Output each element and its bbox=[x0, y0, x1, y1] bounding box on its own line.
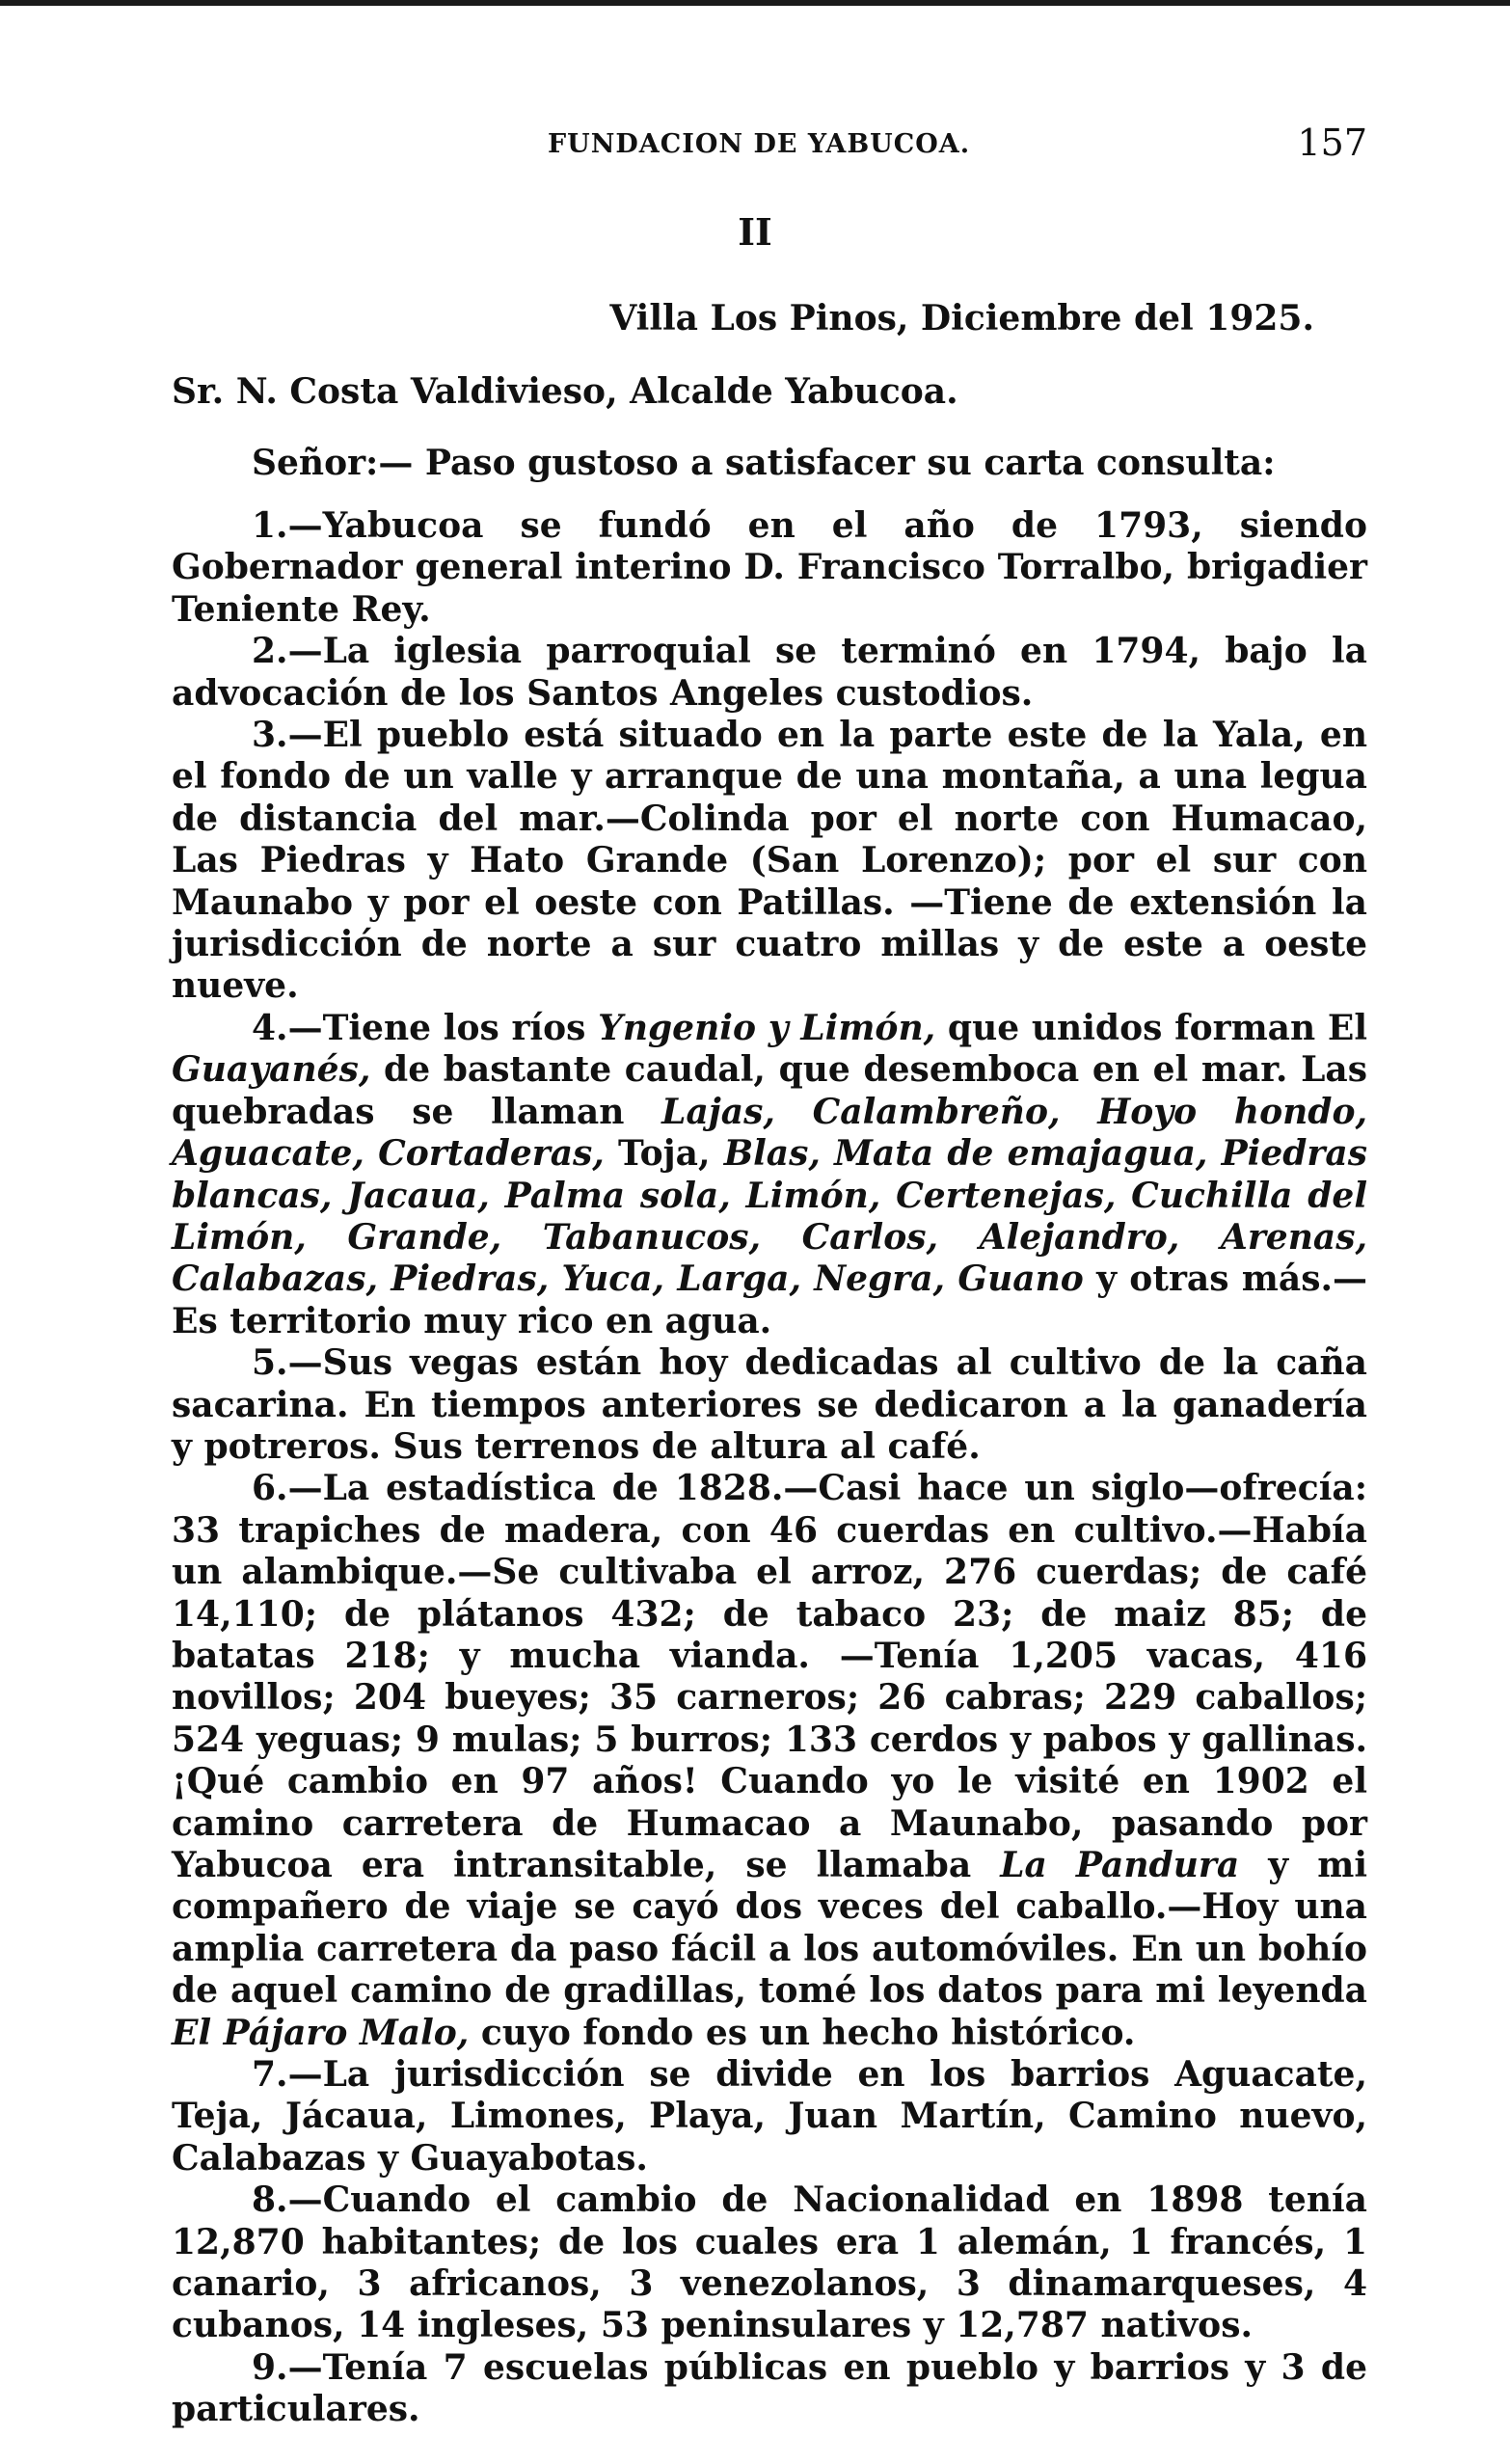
letter-item-1 bbox=[172, 505, 1367, 631]
item-text: de bastante caudal, que desemboca en el mar. Las quebradas se llaman bbox=[172, 1049, 1367, 1132]
item-text: 1.—Yabucoa se fundó en el año de 1793, siendo Gobernador general interino D. Francisco Torralbo, brigadier Teniente Rey. bbox=[172, 505, 1367, 630]
letter-item-7 bbox=[172, 2054, 1367, 2180]
italic-place-names: Blas, Mata de emajagua, Piedras blancas, Jacaua, Palma sola, Limón, Certenejas, Cuchilla del Limón, Grande, Tabanucos, Carlos, Alejandro, Arenas, Calabazas, Piedras, Yuca, Larga, Negra, Guano bbox=[172, 1133, 1367, 1300]
page-number: 157 bbox=[1297, 122, 1367, 164]
italic-place-names: Guayanés, bbox=[172, 1049, 371, 1091]
book-page bbox=[172, 116, 1367, 2431]
item-text: Toja, bbox=[604, 1133, 724, 1175]
running-head bbox=[172, 116, 1367, 166]
letter-item-5 bbox=[172, 1342, 1367, 1468]
item-text: y mi compañero de viaje se cayó dos veces del caballo.—Hoy una amplia carretera da paso fácil a los automóviles. En un bohío de aquel camino de gradillas, tomé los datos para mi leyenda bbox=[172, 1845, 1367, 2012]
item-text: 7.—La jurisdicción se divide en los barrios Aguacate, Teja, Jácaua, Limones, Playa, Juan Martín, Camino nuevo, Calabazas y Guayabotas. bbox=[172, 2054, 1367, 2179]
letter-item-3 bbox=[172, 715, 1367, 1008]
section-number: II bbox=[738, 210, 772, 254]
item-text: 9.—Tenía 7 escuelas públicas en pueblo y barrios y 3 de particulares. bbox=[172, 2346, 1367, 2430]
item-text: 5.—Sus vegas están hoy dedicadas al cultivo de la caña sacarina. En tiempos anteriores se dedicaron a la ganadería y potreros. Sus terrenos de altura al café. bbox=[172, 1342, 1367, 1467]
item-text: que unidos forman El bbox=[935, 1007, 1368, 1048]
item-text: 4.—Tiene los ríos bbox=[252, 1007, 599, 1048]
italic-place-names: Yngenio y Limón, bbox=[598, 1007, 936, 1048]
italic-place-names: Lajas, Calambreño, Hoyo hondo, Aguacate, Cortaderas, bbox=[172, 1091, 1367, 1175]
letter-addressee: Sr. N. Costa Valdivieso, Alcalde Yabucoa. bbox=[172, 371, 958, 412]
page-top-border bbox=[0, 0, 1510, 6]
running-head-title: FUNDACION DE YABUCOA. bbox=[548, 129, 971, 159]
letter-item-8 bbox=[172, 2180, 1367, 2347]
item-text: 6.—La estadística de 1828.—Casi hace un siglo—ofrecía: 33 trapiches de madera, con 46 cuerdas en cultivo.—Había un alambique.—Se cultivaba el arroz, 276 cuerdas; de café 14,110; de plátanos 432; de tabaco 23; de maiz 85; de batatas 218; y mucha vianda. —Tenía 1,205 vacas, 416 novillos; 204 bueyes; 35 carneros; 26 cabras; 229 caballos; 524 yeguas; 9 mulas; 5 burros; 133 cerdos y pabos y gallinas. ¡Qué cambio en 97 años! Cuando yo le visité en 1902 el camino carretera de Humacao a Maunabo, pasando por Yabucoa era intransitable, se llamaba bbox=[172, 1468, 1367, 1885]
item-text: 3.—El pueblo está situado en la parte este de la Yala, en el fondo de un valle y arranque de una montaña, a una legua de distancia del mar.—Colinda por el norte con Humacao, Las Piedras y Hato Grande (San Lorenzo); por el sur con Maunabo y por el oeste con Patillas. —Tiene de extensión la jurisdicción de norte a sur cuatro millas y de este a oeste nueve. bbox=[172, 715, 1367, 1007]
italic-place-names: La Pandura bbox=[1000, 1845, 1240, 1885]
item-text: 2.—La iglesia parroquial se terminó en 1794, bajo la advocación de los Santos Angeles custodios. bbox=[172, 631, 1367, 714]
italic-place-names: El Pájaro Malo, bbox=[172, 2012, 470, 2053]
letter-item-4 bbox=[172, 1008, 1367, 1342]
letter-item-9 bbox=[172, 2347, 1367, 2431]
letter-item-6 bbox=[172, 1468, 1367, 2054]
letter-item-list bbox=[172, 505, 1367, 2431]
item-text: cuyo fondo es un hecho histórico. bbox=[469, 2012, 1136, 2053]
item-text: y otras más.—Es territorio muy rico en agua. bbox=[172, 1259, 1368, 1341]
letter-item-2 bbox=[172, 631, 1367, 715]
letter-date-line: Villa Los Pinos, Diciembre del 1925. bbox=[609, 298, 1314, 338]
item-text: 8.—Cuando el cambio de Nacionalidad en 1898 tenía 12,870 habitantes; de los cuales era 1 alemán, 1 francés, 1 canario, 3 africanos, 3 venezolanos, 3 dinamarqueses, 4 cubanos, 14 ingleses, 53 peninsulares y 12,787 nativos. bbox=[172, 2180, 1367, 2346]
letter-salutation: Señor:— Paso gustoso a satisfacer su carta consulta: bbox=[252, 443, 1276, 483]
